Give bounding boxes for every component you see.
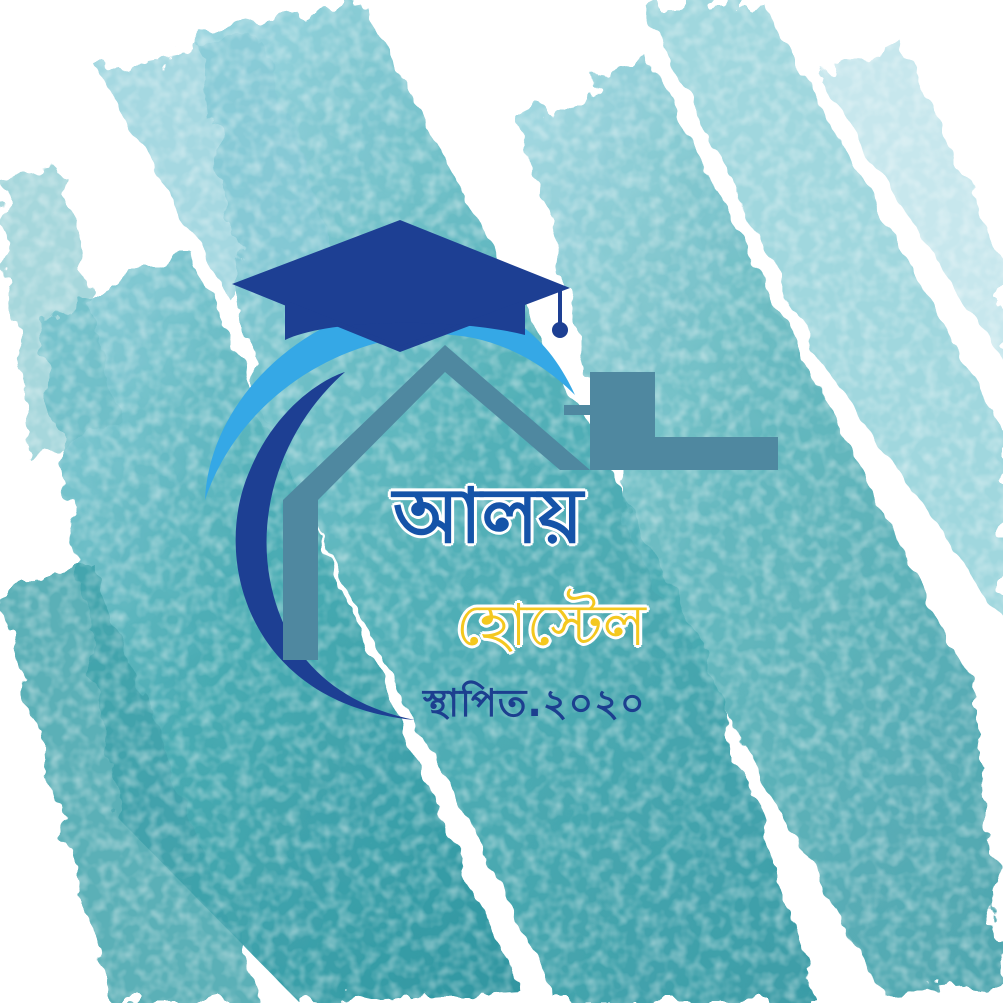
graduation-cap-icon xyxy=(232,220,570,352)
brand-title: আলয় xyxy=(393,471,584,560)
brand-subtitle: হোস্টেল xyxy=(456,591,646,659)
established-year: স্থাপিত.২০২০ xyxy=(423,681,646,725)
